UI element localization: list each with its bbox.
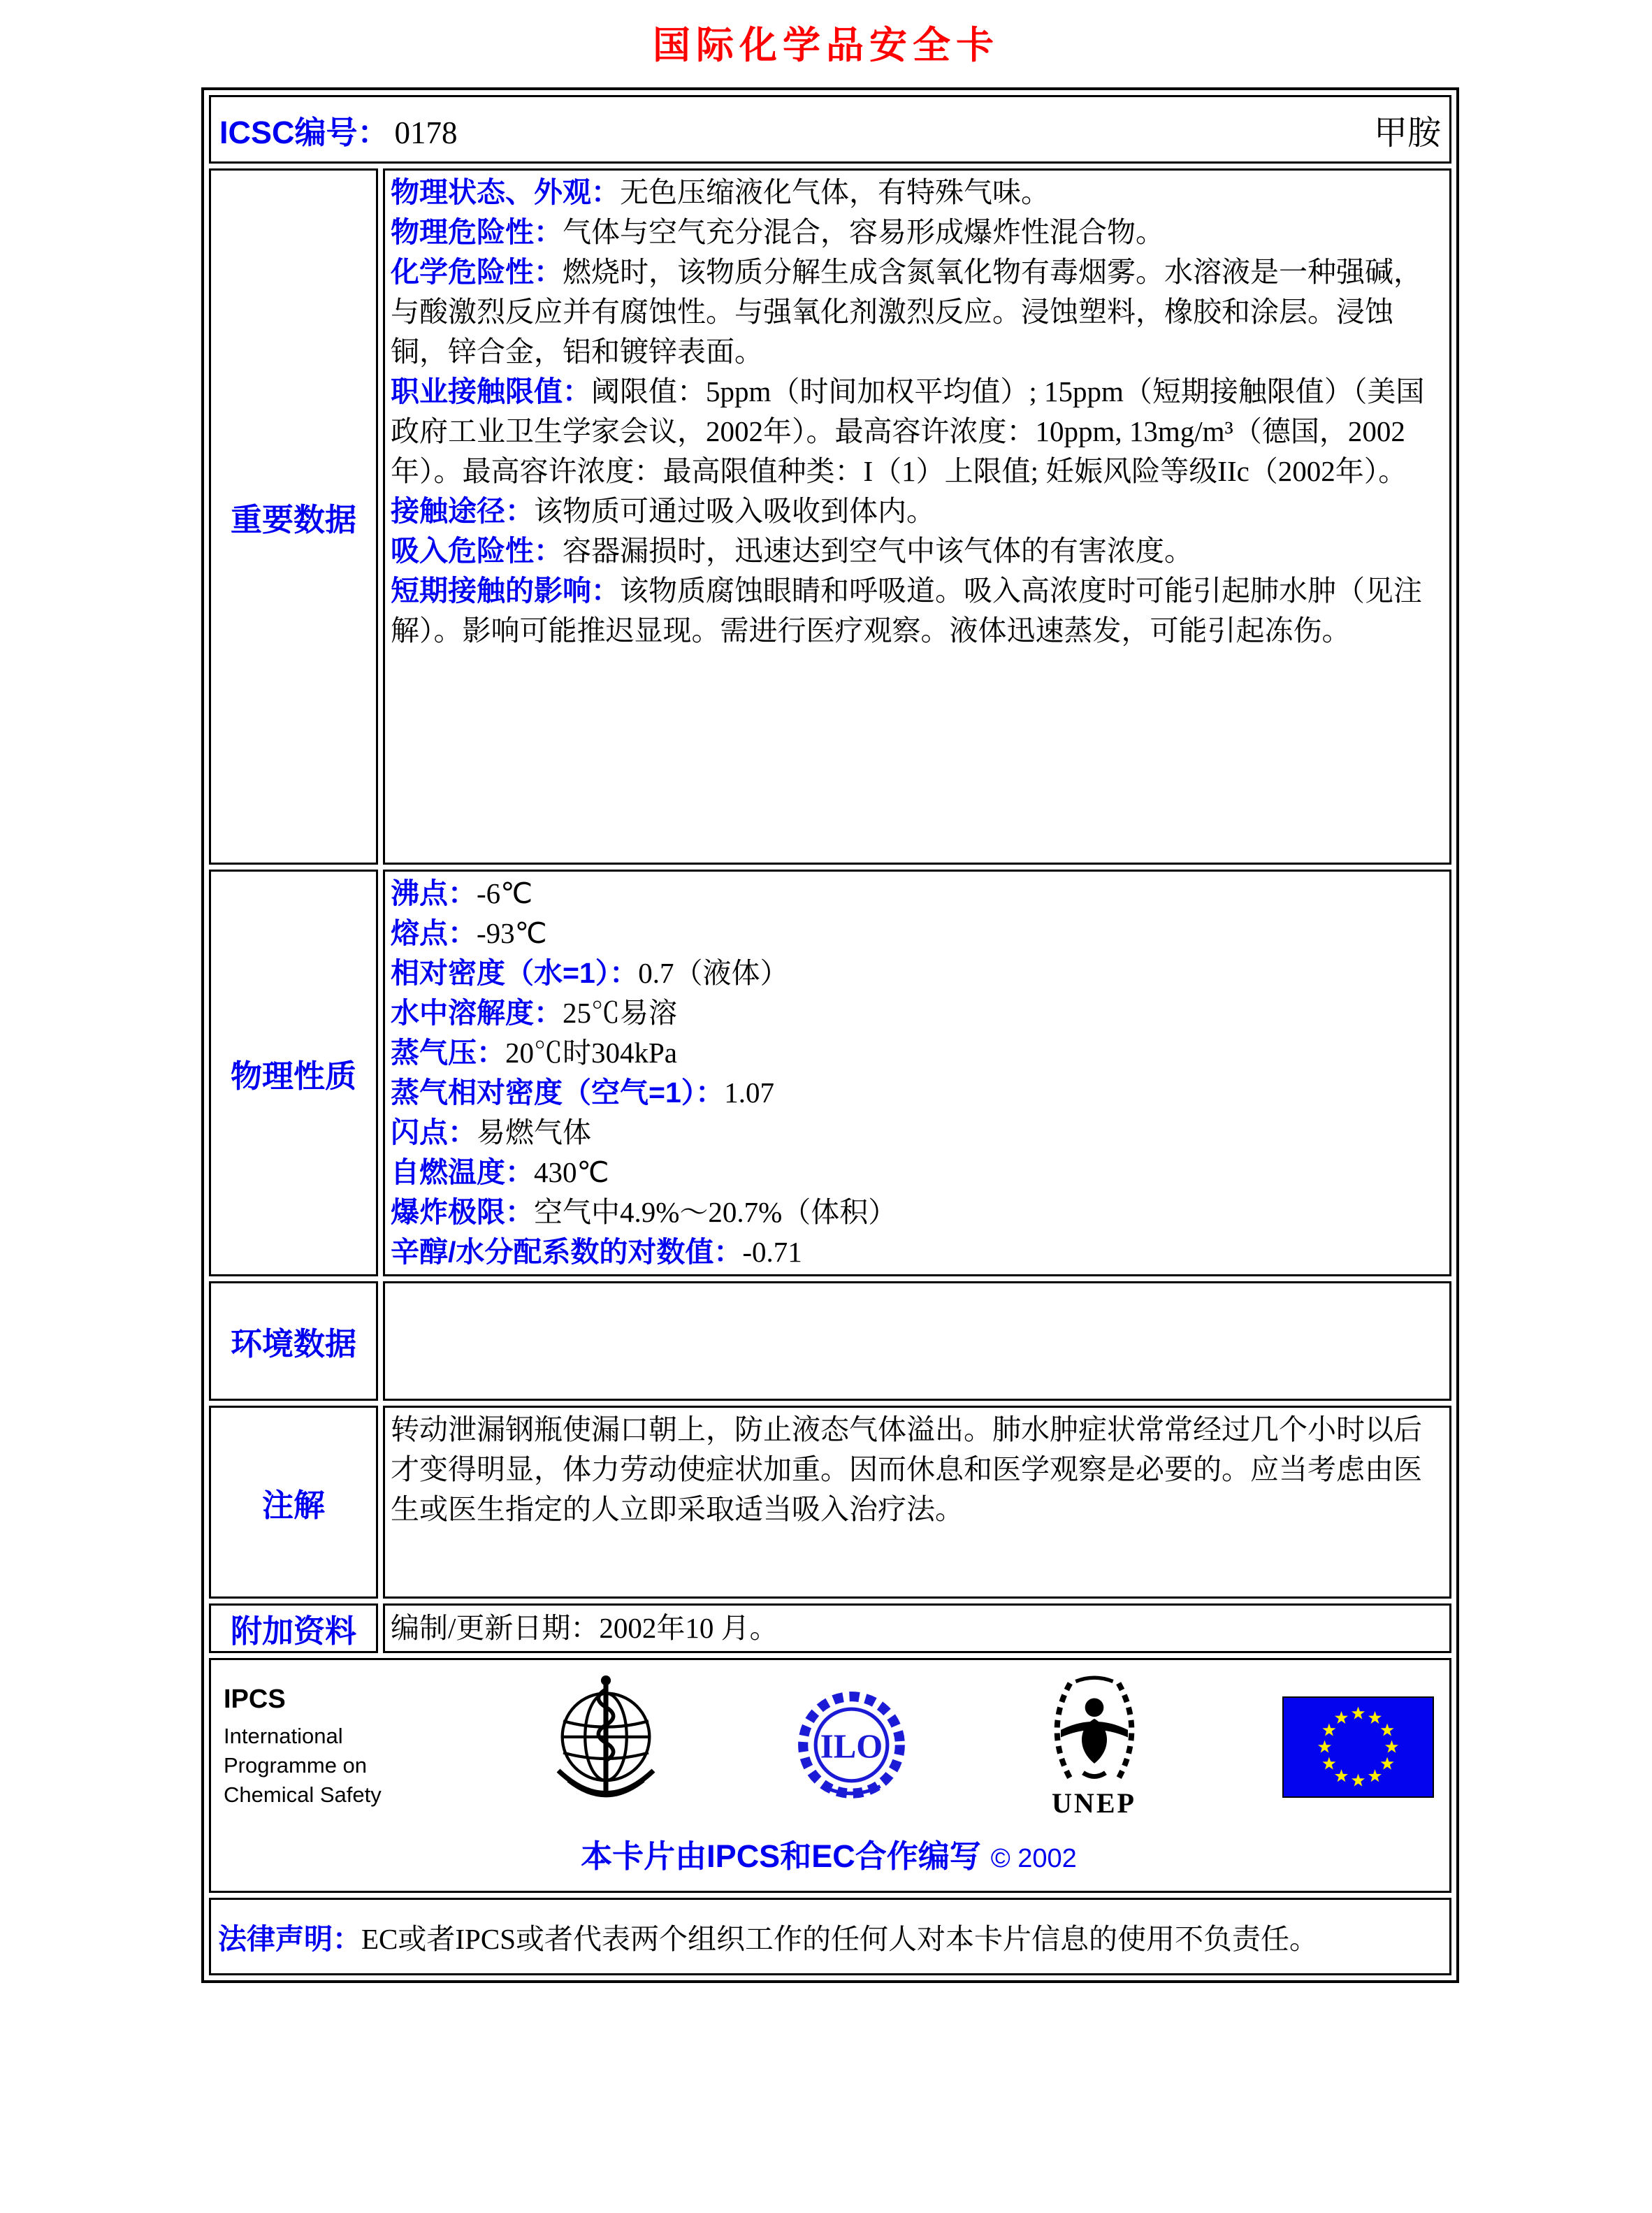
ipcs-acronym: IPCS — [224, 1684, 286, 1714]
eu-flag — [1282, 1696, 1434, 1798]
chemical-name: 甲胺 — [1373, 114, 1441, 152]
data-entry: 自燃温度：430℃ — [391, 1156, 609, 1188]
important-data-row — [209, 168, 1451, 865]
update-date-label: 编制/更新日期： — [391, 1612, 600, 1644]
data-entry: 辛醇/水分配系数的对数值：-0.71 — [391, 1236, 802, 1268]
data-entry: 蒸气压：20℃时304kPa — [391, 1037, 677, 1069]
data-entry: 接触途径：该物质可通过吸入吸收到体内。 — [391, 495, 935, 527]
section-label-physical-properties: 物理性质 — [209, 870, 378, 1276]
section-label-environmental-data: 环境数据 — [209, 1281, 378, 1401]
additional-info-row — [209, 1603, 1451, 1653]
ipcs-text-block: IPCS International Programme on Chemical Safety — [224, 1685, 414, 1810]
unep-logo — [1038, 1674, 1150, 1819]
icsc-number-label: ICSC编号： — [219, 114, 389, 150]
legal-row — [209, 1898, 1451, 1975]
update-date-value: 2002年10 月。 — [599, 1612, 778, 1644]
who-logo — [546, 1673, 665, 1820]
legal-text: EC或者IPCS或者代表两个组织工作的任何人对本卡片信息的使用不负责任。 — [361, 1923, 1318, 1955]
caption-text: 本卡片由IPCS和EC合作编写 — [581, 1838, 981, 1874]
data-entry: 水中溶解度：25℃易溶 — [391, 997, 677, 1029]
section-label-additional-info: 附加资料 — [209, 1603, 378, 1653]
data-entry: 熔点：-93℃ — [391, 917, 547, 949]
header-row — [209, 95, 1451, 164]
environmental-data-row — [209, 1281, 1451, 1401]
unep-wordmark: UNEP — [1052, 1787, 1136, 1819]
section-label-important-data: 重要数据 — [209, 168, 378, 865]
additional-info-content — [383, 1603, 1451, 1653]
data-entry: 物理状态、外观：无色压缩液化气体，有特殊气味。 — [391, 176, 1050, 208]
environmental-data-content — [383, 1281, 1451, 1401]
data-entry: 职业接触限值：阈限值：5ppm（时间加权平均值）; 15ppm（短期接触限值）（美国政府工业卫生学家会议，2002年）。最高容许浓度：10ppm, 13mg/m³（德国，2002年）。最高容许浓度：最高限值种类：I（1）上限值; 妊娠风险等级IIc（2002年）。 — [391, 375, 1425, 487]
copyright-text: © 2002 — [990, 1844, 1077, 1873]
logos-row — [209, 1658, 1451, 1893]
data-entry: 蒸气相对密度（空气=1）：1.07 — [391, 1076, 774, 1109]
notes-text: 转动泄漏钢瓶使漏口朝上，防止液态气体溢出。肺水肿症状常常经过几个小时以后才变得明显，体力劳动使症状加重。因而休息和医学观察是必要的。应当考虑由医生或医生指定的人立即采取适当吸入治疗法。 — [391, 1413, 1422, 1525]
notes-row — [209, 1406, 1451, 1599]
data-entry: 短期接触的影响：该物质腐蚀眼睛和呼吸道。吸入高浓度时可能引起肺水肿（见注解）。影响可能推迟显现。需进行医疗观察。液体迅速蒸发，可能引起冻伤。 — [391, 575, 1422, 647]
cooperation-caption — [224, 1831, 1434, 1876]
physical-properties-row — [209, 870, 1451, 1276]
ilo-logo — [797, 1680, 906, 1813]
header-cell — [209, 95, 1451, 164]
important-data-content — [383, 168, 1451, 865]
ilo-letters: ILO — [820, 1727, 883, 1766]
page-title: 国际化学品安全卡 — [653, 24, 999, 66]
data-entry: 闪点：易燃气体 — [391, 1116, 591, 1148]
icsc-number-value: 0178 — [394, 115, 458, 150]
legal-cell — [209, 1898, 1451, 1975]
legal-label: 法律声明： — [218, 1923, 361, 1955]
physical-properties-content — [383, 870, 1451, 1276]
logos-cell — [209, 1658, 1451, 1893]
data-entry: 化学危险性：燃烧时，该物质分解生成含氮氧化物有毒烟雾。水溶液是一种强碱，与酸激烈反应并有腐蚀性。与强氧化剂激烈反应。浸蚀塑料，橡胶和涂层。浸蚀铜，锌合金，铝和镀锌表面。 — [391, 256, 1422, 368]
data-entry: 沸点：-6℃ — [391, 877, 533, 909]
icsc-card-table — [201, 87, 1459, 1983]
icsc-number-group — [219, 107, 458, 152]
section-label-notes: 注解 — [209, 1406, 378, 1599]
data-entry: 爆炸极限：空气中4.9%～20.7%（体积） — [391, 1196, 897, 1228]
notes-content — [383, 1406, 1451, 1599]
data-entry: 吸入危险性：容器漏损时，迅速达到空气中该气体的有害浓度。 — [391, 535, 1193, 567]
data-entry: 相对密度（水=1）：0.7（液体） — [391, 957, 789, 989]
data-entry: 物理危险性：气体与空气充分混合，容易形成爆炸性混合物。 — [391, 216, 1164, 248]
